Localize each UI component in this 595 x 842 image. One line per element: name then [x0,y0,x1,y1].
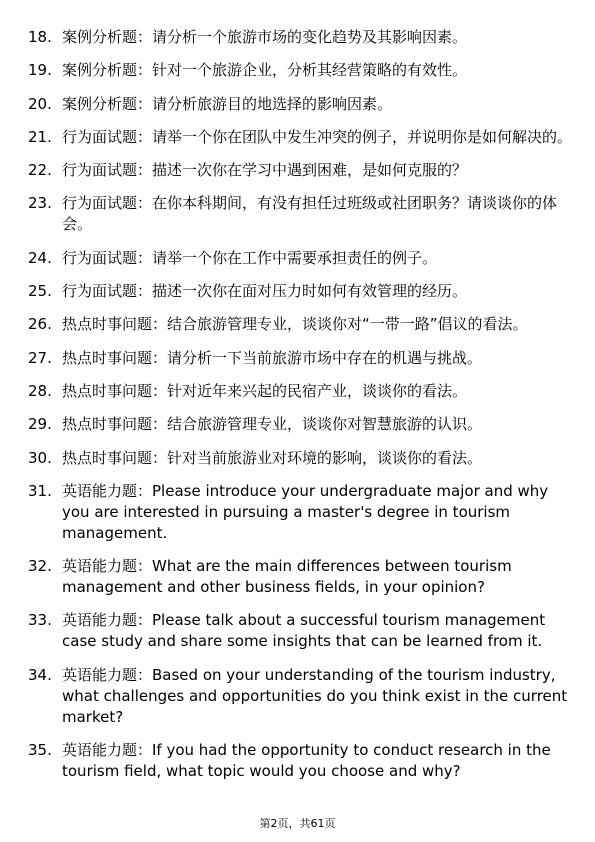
question-number: 19. [28,61,52,80]
question-item [28,94,573,115]
question-item [28,481,573,544]
question-number: 34. [28,665,52,684]
question-text: 热点时事问题：针对近年来兴起的民宿产业，谈谈你的看法。 [62,381,468,400]
question-text: 热点时事问题：结合旅游管理专业，谈谈你对“一带一路”倡议的看法。 [62,315,528,334]
question-item [28,665,573,728]
question-text: 英语能力题：What are the main differences between tourism management and other business fields, in your opinion? [62,557,512,597]
question-item [28,414,573,435]
page-footer [0,817,595,831]
question-text: 行为面试题：请举一个你在团队中发生冲突的例子，并说明你是如何解决的。 [62,127,573,146]
question-item [28,248,573,269]
question-item [28,381,573,402]
question-text: 英语能力题：If you had the opportunity to conduct research in the tourism field, what topic would you choose and why? [62,741,551,781]
question-text: 案例分析题：请分析旅游目的地选择的影响因素。 [62,94,393,113]
question-item [28,610,573,652]
question-item [28,193,573,235]
question-number: 26. [28,315,52,334]
question-text: 行为面试题：描述一次你在学习中遇到困难，是如何克服的？ [62,161,468,180]
question-text: 热点时事问题：针对当前旅游业对环境的影响，谈谈你的看法。 [62,448,483,467]
page-indicator: 第2页，共61页 [259,817,336,830]
question-number: 33. [28,611,52,630]
question-text: 行为面试题：请举一个你在工作中需要承担责任的例子。 [62,248,438,267]
question-number: 21. [28,127,52,146]
question-item [28,448,573,469]
question-item [28,27,573,48]
question-text: 案例分析题：请分析一个旅游市场的变化趋势及其影响因素。 [62,28,468,46]
question-item [28,740,573,782]
question-number: 27. [28,348,52,367]
question-text: 案例分析题：针对一个旅游企业，分析其经营策略的有效性。 [62,61,468,80]
question-text: 英语能力题：Based on your understanding of the tourism industry, what challenges and opportunities do you think exist in the current market? [62,665,568,726]
question-number: 18. [28,28,52,46]
question-item [28,127,573,148]
question-item [28,314,573,335]
question-item [28,348,573,369]
question-item [28,556,573,598]
question-text: 行为面试题：描述一次你在面对压力时如何有效管理的经历。 [62,282,468,301]
question-text: 热点时事问题：结合旅游管理专业，谈谈你对智慧旅游的认识。 [62,415,483,434]
question-item [28,281,573,302]
question-text: 英语能力题：Please introduce your undergraduate major and why you are interested in pursuing a master's degree in tourism management. [62,481,549,542]
question-number: 20. [28,94,52,113]
question-item [28,60,573,81]
question-number: 30. [28,448,52,467]
question-number: 29. [28,415,52,434]
question-text: 英语能力题：Please talk about a successful tourism management case study and share some insights that can be learned from it. [62,611,546,651]
question-number: 35. [28,741,52,760]
question-text: 热点时事问题：请分析一下当前旅游市场中存在的机遇与挑战。 [62,348,483,367]
question-number: 31. [28,481,52,500]
question-number: 32. [28,557,52,576]
question-item [28,160,573,181]
question-number: 25. [28,282,52,301]
question-text: 行为面试题：在你本科期间，有没有担任过班级或社团职务？请谈谈你的体会。 [62,194,558,234]
question-number: 23. [28,194,52,213]
question-list [28,27,573,794]
question-number: 28. [28,381,52,400]
question-number: 22. [28,161,52,180]
question-number: 24. [28,248,52,267]
